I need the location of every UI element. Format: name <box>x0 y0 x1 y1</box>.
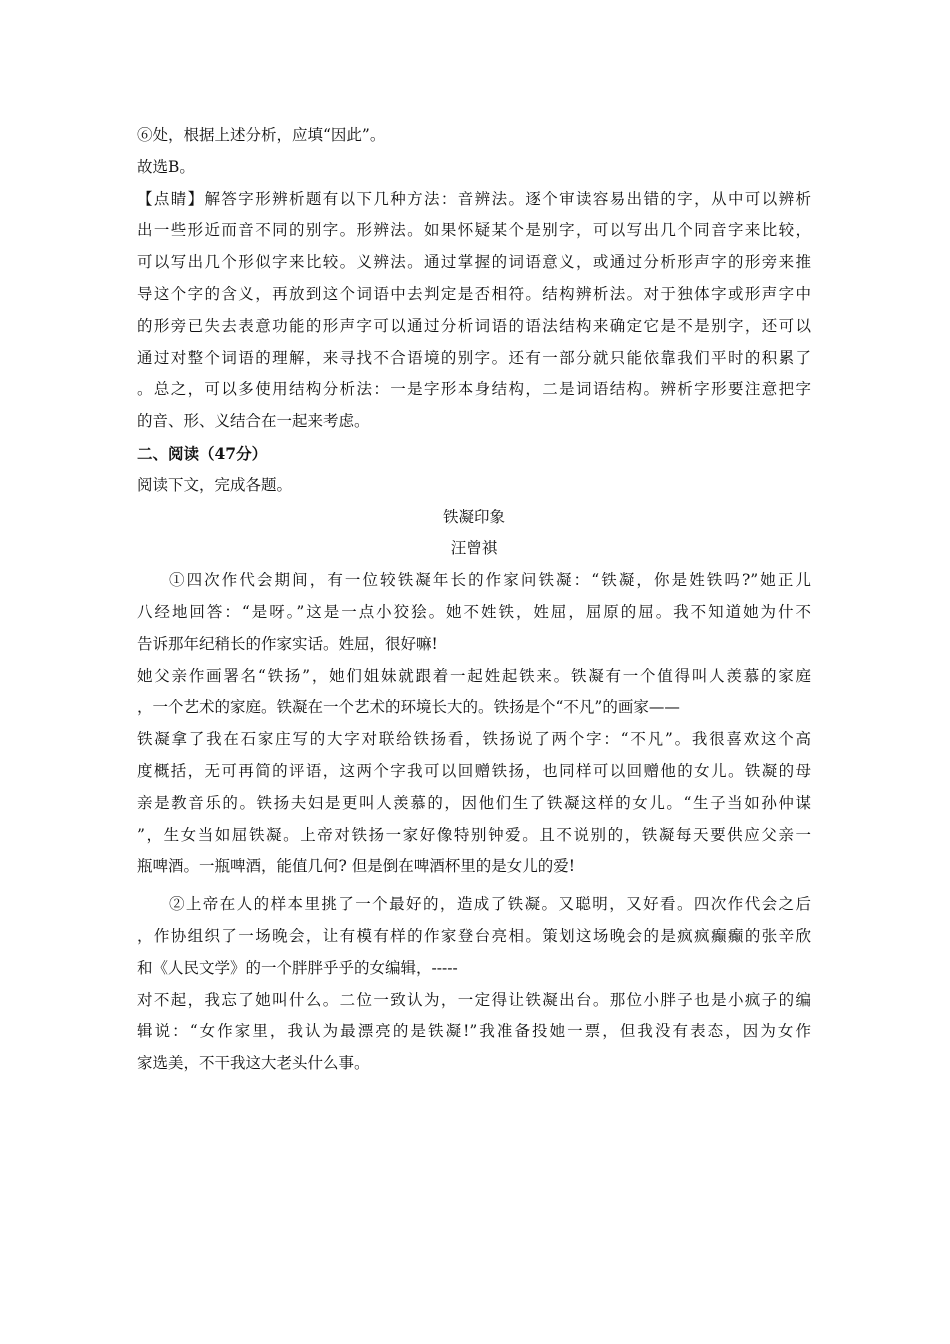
paragraph-4-line-3: 和《人民文学》的一个胖胖乎乎的女编辑，----- <box>137 958 458 977</box>
paragraph-1-line-1: ①四次作代会期间，有一位较铁凝年长的作家问铁凝：“铁凝，你是姓铁吗?”她正儿 <box>169 571 811 590</box>
paragraph-5-line-1: 对不起，我忘了她叫什么。二位一致认为，一定得让铁凝出台。那位小胖子也是小疯子的编 <box>137 990 811 1009</box>
answer-line-1: ⑥处，根据上述分析，应填“因此”。 <box>137 126 386 144</box>
tip-line-6: 通过对整个词语的理解，来寻找不合语境的别字。还有一部分就只能依靠我们平时的积累了 <box>137 348 811 367</box>
paragraph-5-line-3: 家选美，不干我这大老头什么事。 <box>137 1054 370 1073</box>
article-title: 铁凝印象 <box>442 507 505 526</box>
page-content <box>137 120 811 1080</box>
paragraph-2-line-1: 她父亲作画署名“铁扬”，她们姐妹就跟着一起姓起铁来。铁凝有一个值得叫人羡慕的家庭 <box>137 666 811 685</box>
paragraph-3-line-5: 瓶啤酒。一瓶啤酒，能值几何? 但是倒在啤酒杯里的是女儿的爱! <box>137 857 575 876</box>
tip-line-5: 的形旁已失去表意功能的形声字可以通过分析词语的语法结构来确定它是不是别字，还可以 <box>137 316 811 335</box>
answer-line-2: 故选B。 <box>137 157 195 176</box>
paragraph-3-line-3: 亲是教音乐的。铁扬夫妇是更叫人羡慕的，因他们生了铁凝这样的女儿。“生子当如孙仲谋 <box>137 793 811 812</box>
tip-line-2: 出一些形近而音不同的别字。形辨法。如果怀疑某个是别字，可以写出几个同音字来比较， <box>137 221 811 240</box>
paragraph-3-line-2: 度概括，无可再简的评语，这两个字我可以回赠铁扬，也同样可以回赠他的女儿。铁凝的母 <box>137 761 811 780</box>
section-heading: 二、阅读（47分） <box>137 443 268 463</box>
paragraph-1-line-2: 八经地回答：“是呀。”这是一点小狡狯。她不姓铁，姓屈，屈原的屈。我不知道她为什不 <box>137 602 811 621</box>
paragraph-4-line-1: ②上帝在人的样本里挑了一个最好的，造成了铁凝。又聪明，又好看。四次作代会之后 <box>169 895 811 914</box>
paragraph-4-line-2: ，作协组织了一场晚会，让有模有样的作家登台亮相。策划这场晚会的是疯疯癫癫的张辛欣 <box>137 926 811 945</box>
paragraph-2-line-2: ，一个艺术的家庭。铁凝在一个艺术的环境长大的。铁扬是个“不凡”的画家—— <box>137 698 680 717</box>
tip-line-8: 的音、形、义结合在一起来考虑。 <box>137 412 370 431</box>
paragraph-3-line-1: 铁凝拿了我在石家庄写的大字对联给铁扬看，铁扬说了两个字：“不凡”。我很喜欢这个高 <box>137 730 811 749</box>
tip-line-3: 可以写出几个形似字来比较。义辨法。通过掌握的词语意义，或通过分析形声字的形旁来推 <box>137 253 811 272</box>
tip-line-7: 。总之，可以多使用结构分析法：一是字形本身结构，二是词语结构。辨析字形要注意把字 <box>137 380 811 399</box>
paragraph-1-line-3: 告诉那年纪稍长的作家实话。姓屈，很好嘛! <box>137 634 438 653</box>
tip-line-1: 【点睛】解答字形辨析题有以下几种方法：音辨法。逐个审读容易出错的字，从中可以辨析 <box>137 189 811 208</box>
section-instruction: 阅读下文，完成各题。 <box>137 475 293 494</box>
paragraph-5-line-2: 辑说：“女作家里，我认为最漂亮的是铁凝!”我准备投她一票，但我没有表态，因为女作 <box>137 1022 811 1041</box>
article-author: 汪曾祺 <box>450 539 498 558</box>
tip-line-4: 导这个字的含义，再放到这个词语中去判定是否相符。结构辨析法。对于独体字或形声字中 <box>137 284 811 303</box>
paragraph-3-line-4: ”，生女当如屈铁凝。上帝对铁扬一家好像特别钟爱。且不说别的，铁凝每天要供应父亲一 <box>137 825 811 844</box>
